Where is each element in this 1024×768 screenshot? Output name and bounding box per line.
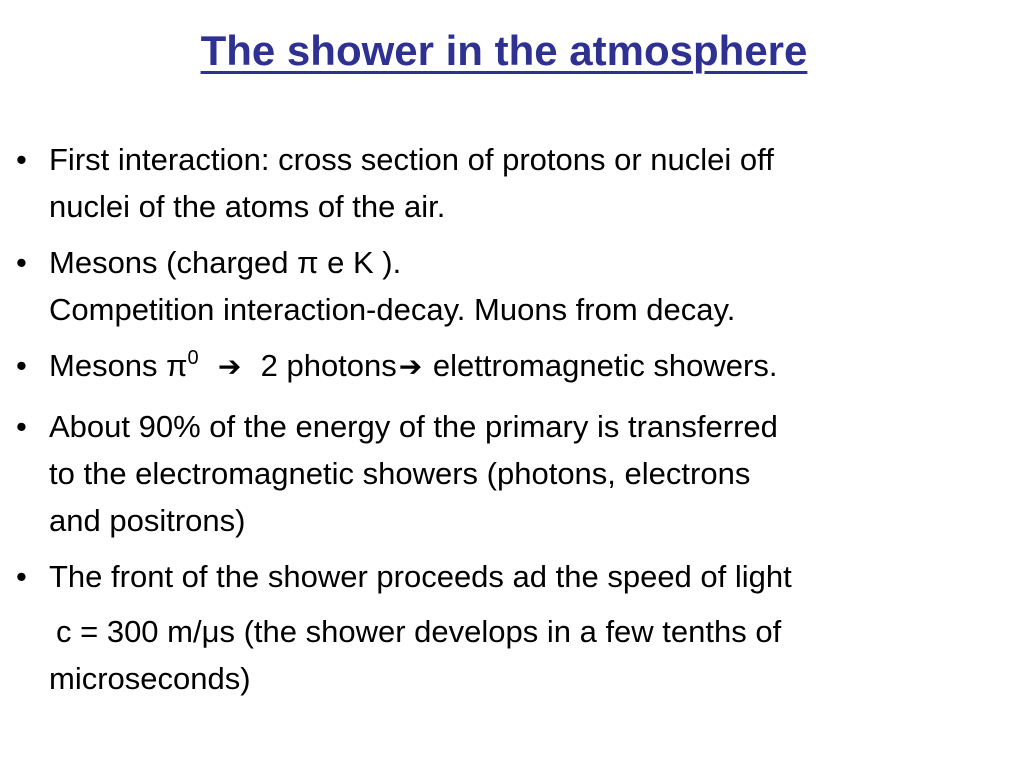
bullet-item <box>14 342 1014 394</box>
right-arrow-icon: ➔ <box>398 351 423 382</box>
bullet-item <box>14 239 1014 333</box>
bullet-line: Competition interaction-decay. Muons from decay. <box>49 292 736 327</box>
bullet-line: nuclei of the atoms of the air. <box>49 189 446 224</box>
continuation-line: microseconds) <box>49 661 251 696</box>
right-arrow-icon: ➔ <box>217 351 242 382</box>
bullet-list <box>14 136 1014 702</box>
photons-text: 2 photons <box>260 348 397 383</box>
bullet-line: The front of the shower proceeds ad the speed of light <box>49 559 792 594</box>
showers-text: elettromagnetic showers. <box>432 348 778 383</box>
bullet-item <box>14 136 1014 230</box>
bullet-line <box>49 342 1014 394</box>
bullet-line: Mesons (charged π e K ). <box>49 245 402 280</box>
bullet-item <box>14 403 1014 544</box>
bullet-line: About 90% of the energy of the primary is transferred <box>49 409 778 444</box>
bullet-dot: • <box>16 409 27 444</box>
bullet-line: to the electromagnetic showers (photons, electrons <box>49 456 751 491</box>
continuation-line: c = 300 m/μs (the shower develops in a few tenths of <box>56 614 782 649</box>
bullet-line: and positrons) <box>49 503 246 538</box>
continuation-paragraph <box>14 608 1014 702</box>
bullet-dot: • <box>16 245 27 280</box>
bullet-dot: • <box>16 348 27 383</box>
superscript-zero: 0 <box>187 347 199 369</box>
bullet-line: First interaction: cross section of protons or nuclei off <box>49 142 774 177</box>
bullet-item <box>14 553 1014 600</box>
slide-title: The shower in the atmosphere <box>200 27 808 74</box>
bullet-dot: • <box>16 142 27 177</box>
meson-text: Mesons π <box>49 348 188 383</box>
bullet-dot: • <box>16 559 27 594</box>
